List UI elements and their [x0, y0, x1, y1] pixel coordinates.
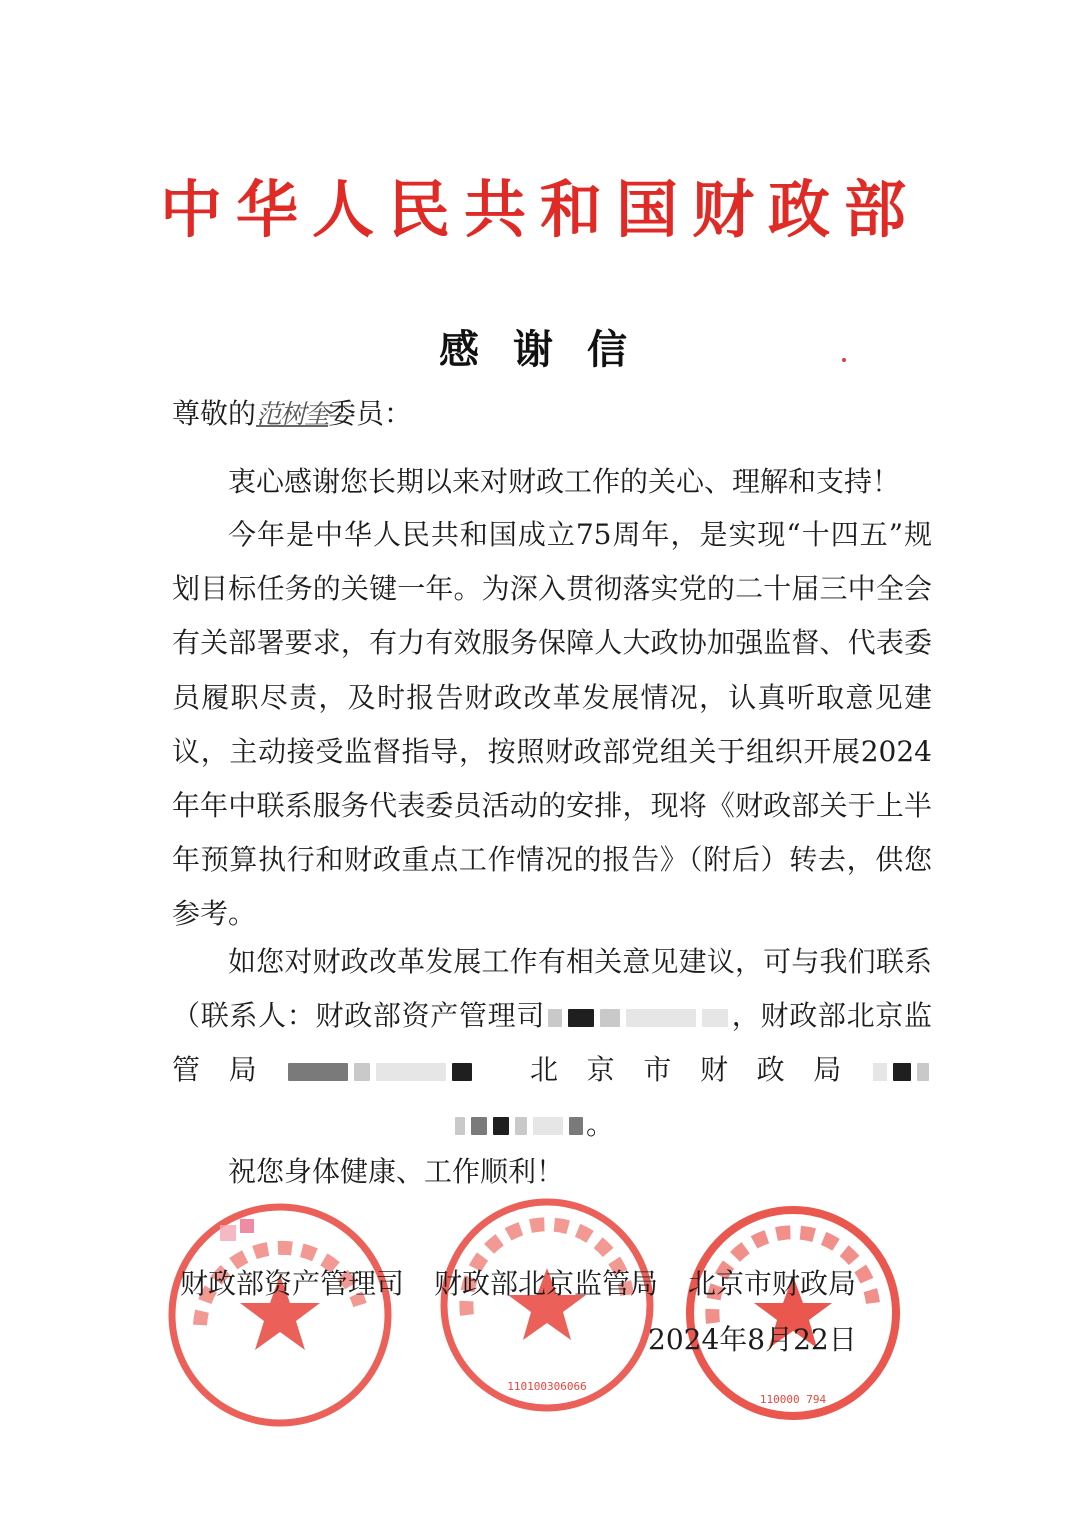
contacts-text-3: 北京市财政局 [501, 1053, 870, 1087]
redacted-contact [917, 1063, 929, 1081]
seal-number: 110100306066 [507, 1380, 587, 1393]
redacted-contact [568, 1009, 594, 1027]
paragraph-thanks: 衷心感谢您长期以来对财政工作的关心、理解和支持！ [228, 465, 901, 498]
seal-beijing-finance-bureau [678, 1198, 908, 1428]
redacted-contact [515, 1117, 527, 1135]
redacted-contact [471, 1117, 487, 1135]
redacted-contact [354, 1063, 370, 1081]
contacts-text-end: 。 [586, 1107, 615, 1141]
redacted-contact [455, 1117, 465, 1135]
seal-beijing-supervision-bureau [432, 1190, 662, 1420]
seal-asset-department [160, 1195, 400, 1435]
signatory-beijing-supervision-bureau: 财政部北京监管局 [434, 1267, 659, 1300]
redacted-contact [533, 1117, 563, 1135]
handwritten-name: 范树奎 [256, 400, 329, 430]
letter-date: 2024年8月22日 [648, 1323, 857, 1356]
redacted-contact [873, 1063, 887, 1081]
redacted-contact [600, 1009, 620, 1027]
paragraph-report: 今年是中华人民共和国成立75周年，是实现“十四五”规划目标任务的关键一年。为深入贯彻落实党的二十届三中全会有关部署要求，有力有效服务保障人大政协加强监督、代表委员履职尽责，及时报告财政改革发展情况，认真听取意见建议，主动接受监督指导，按照财政部党组关于组织开展2024年年中联系服务代表委员活动的安排，现将《财政部关于上半年预算执行和财政重点工作情况的报告》（附后）转去，供您参考。 [172, 518, 932, 931]
redacted-contact [376, 1063, 446, 1081]
contacts-text-2: ，财政部北京监管局 [172, 999, 932, 1087]
document-title: 感谢信 [439, 326, 661, 373]
redacted-contact [493, 1117, 509, 1135]
stray-mark [842, 358, 846, 362]
redacted-contact [452, 1063, 472, 1081]
redacted-contact [702, 1009, 728, 1027]
redacted-contact [893, 1063, 911, 1081]
contacts-text-1: 如您对财政改革发展工作有相关意见建议，可与我们联系（联系人：财政部资产管理司 [172, 945, 932, 1033]
salutation [172, 394, 412, 435]
redacted-contact [569, 1117, 583, 1135]
redacted-contact [626, 1009, 696, 1027]
salutation-suffix: 委员： [328, 397, 413, 430]
signatory-beijing-finance-bureau: 北京市财政局 [688, 1267, 857, 1300]
signatories [180, 1262, 886, 1302]
seal-number: 110000 794 [759, 1393, 827, 1406]
letterhead-organization: 中华人民共和国财政部 [159, 173, 920, 246]
signatory-asset-department: 财政部资产管理司 [180, 1267, 405, 1300]
redacted-contact [288, 1063, 348, 1081]
salutation-prefix: 尊敬的 [172, 397, 257, 430]
paragraph-contacts [172, 935, 932, 1152]
redacted-contact [548, 1009, 562, 1027]
paragraph-closing: 祝您身体健康、工作顺利！ [228, 1155, 565, 1188]
